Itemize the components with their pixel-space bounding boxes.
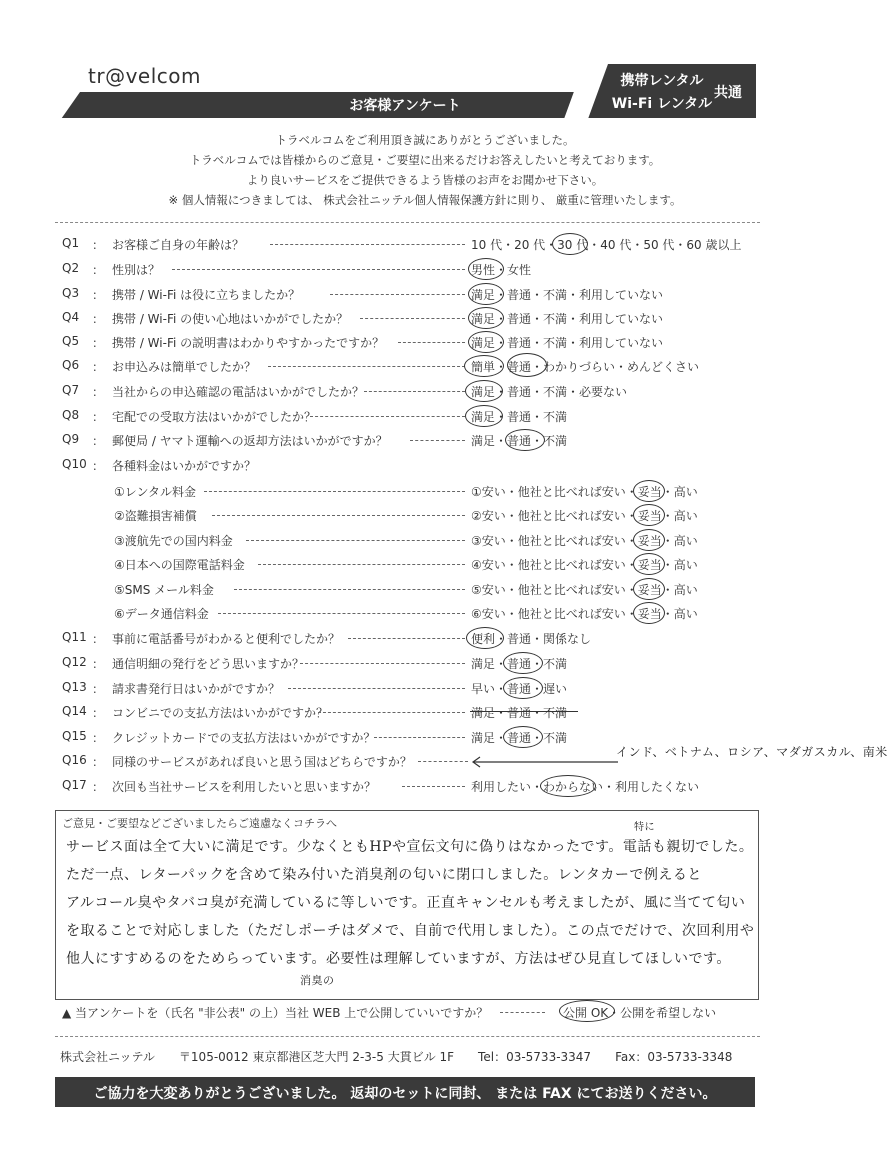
- comment-insert-note: 特に: [634, 822, 655, 833]
- answer-circle: [465, 380, 503, 402]
- comment-line: アルコール臭やタバコ臭が充満しているに等しいです。正直キャンセルも考えましたが、風に当てて匂い: [66, 895, 746, 911]
- question-text: 事前に電話番号がわかると便利でしたか？: [112, 632, 341, 646]
- question-options[interactable]: 満足・普通・不満: [471, 410, 568, 424]
- dotted-leader: [258, 564, 465, 565]
- answer-circle: [503, 677, 543, 699]
- question-number: Q17: [62, 778, 87, 792]
- question-colon: ：: [92, 755, 105, 769]
- dotted-leader: [212, 515, 465, 516]
- q16-arrow: [470, 755, 620, 769]
- question-number: Q1: [62, 236, 80, 250]
- answer-circle: [503, 652, 543, 674]
- q10-subitem-options[interactable]: ④安い・他社と比べれば安い・妥当・高い: [471, 558, 698, 572]
- comment-line: を取ることで対応しました（ただしポーチはダメで、自前で代用しました）。この点でだけで、次回利用や: [66, 923, 755, 939]
- answer-circle: [552, 233, 588, 255]
- answer-circle: [540, 775, 596, 797]
- question-options[interactable]: 満足・普通・不満: [471, 731, 568, 745]
- privacy-note: ※ 個人情報につきましては、 株式会社ニッテル個人情報保護方針に則り、 厳重に管理いたします。: [168, 193, 682, 207]
- dotted-leader: [418, 761, 468, 762]
- answer-circle: [465, 405, 503, 427]
- question-text: 携帯 / Wi-Fi の使い心地はいかがでしたか？: [112, 312, 349, 326]
- question-text: 性別は？: [112, 263, 161, 277]
- answer-circle: [633, 480, 665, 502]
- question-colon: ：: [92, 434, 105, 448]
- q10-subitem: ④日本への国際電話料金: [114, 558, 245, 572]
- question-number: Q9: [62, 432, 80, 446]
- question-text: お申込みは簡単でしたか？: [112, 360, 257, 374]
- question-number: Q2: [62, 261, 80, 275]
- question-colon: ：: [92, 263, 105, 277]
- question-text: クレジットカードでの支払方法はいかがですか？: [112, 731, 376, 745]
- question-number: Q15: [62, 729, 87, 743]
- question-number: Q16: [62, 753, 87, 767]
- dotted-leader: [410, 440, 465, 441]
- survey-title: お客様アンケート: [349, 98, 461, 114]
- answer-circle: [468, 258, 504, 280]
- dotted-leader: [246, 540, 465, 541]
- q10-subitem: ⑥データ通信料金: [114, 607, 209, 621]
- question-options[interactable]: 満足・普通・不満: [471, 706, 568, 720]
- question-number: Q10: [62, 457, 87, 471]
- q10-subitem-options[interactable]: ⑥安い・他社と比べれば安い・妥当・高い: [471, 607, 698, 621]
- dotted-leader: [360, 318, 465, 319]
- question-number: Q8: [62, 408, 80, 422]
- question-options[interactable]: 便利・普通・関係なし: [471, 632, 592, 646]
- question-colon: ：: [92, 288, 105, 302]
- answer-circle: [633, 602, 665, 624]
- question-number: Q14: [62, 704, 87, 718]
- comment-line: ただ一点、レターパックを含めて染み付いた消臭剤の匂いに閉口しました。レンタカーで例えると: [66, 867, 702, 883]
- intro-line: トラベルコムでは皆様からのご意見・ご要望に出来るだけお答えしたいと考えております。: [189, 153, 661, 167]
- question-text: お客様ご自身の年齢は？: [112, 238, 245, 252]
- question-number: Q6: [62, 358, 80, 372]
- dotted-leader: [402, 786, 465, 787]
- question-colon: ：: [92, 336, 105, 350]
- answer-circle: [505, 429, 545, 451]
- question-colon: ：: [92, 632, 105, 646]
- q10-subitem-options[interactable]: ③安い・他社と比べれば安い・妥当・高い: [471, 534, 698, 548]
- travelcom-logo: tr@velcom: [88, 64, 201, 88]
- question-text: コンビニでの支払方法はいかがですか？: [112, 706, 329, 720]
- q10-subitem-options[interactable]: ②安い・他社と比べれば安い・妥当・高い: [471, 509, 698, 523]
- answer-circle: [468, 283, 504, 305]
- dotted-leader: [398, 342, 465, 343]
- question-colon: ：: [92, 731, 105, 745]
- comment-insert-note: 消臭の: [300, 974, 335, 987]
- question-text: 通信明細の発行をどう思いますか？: [112, 657, 305, 671]
- question-colon: ：: [92, 360, 105, 374]
- question-text: 同様のサービスがあれば良いと思う国はどちらですか？: [112, 755, 412, 769]
- dotted-leader: [348, 638, 465, 639]
- dotted-leader: [300, 663, 465, 664]
- question-text: 当社からの申込確認の電話はいかがでしたか？: [112, 385, 365, 399]
- publish-question: ▲ 当アンケートを（氏名 "非公表" の上）当社 WEB 上で公開していいですか？: [62, 1006, 489, 1020]
- q10-subitem-options[interactable]: ①安い・他社と比べれば安い・妥当・高い: [471, 485, 698, 499]
- comment-line: 他人にすすめるのをためらっています。必要性は理解していますが、方法はぜひ見直してほしいです。: [66, 951, 731, 967]
- question-colon: ：: [92, 410, 105, 424]
- answer-circle: [466, 627, 504, 649]
- question-options[interactable]: 満足・普通・不満・必要ない: [471, 385, 628, 399]
- question-options[interactable]: 10 代・20 代・30 代・40 代・50 代・60 歳以上: [471, 238, 742, 252]
- dotted-leader: [268, 366, 465, 367]
- question-text: 宅配での受取方法はいかがでしたか？: [112, 410, 317, 424]
- publish-options[interactable]: 公開 OK・公開を希望しない: [563, 1006, 717, 1020]
- intro-line: より良いサービスをご提供できるよう皆様のお声をお聞かせ下さい。: [246, 173, 604, 187]
- dotted-leader: [310, 416, 465, 417]
- answer-circle: [633, 578, 665, 600]
- comment-label: ご意見・ご要望などございましたらご遠慮なくコチラへ: [62, 817, 337, 830]
- question-number: Q4: [62, 310, 80, 324]
- q10-subitem: ③渡航先での国内料金: [114, 534, 233, 548]
- question-number: Q12: [62, 655, 87, 669]
- answer-circle: [464, 355, 504, 377]
- dotted-leader: [270, 244, 465, 245]
- service-label-common: 共通: [714, 85, 742, 101]
- strike-through: [470, 711, 578, 712]
- question-text: 次回も当社サービスを利用したいと思いますか？: [112, 780, 377, 794]
- company-info: 株式会社ニッテル 〒105-0012 東京都港区芝大門 2-3-5 大貫ビル 1F Tel：03-5733-3347 Fax：03-5733-3348: [60, 1050, 733, 1064]
- question-colon: ：: [92, 459, 105, 473]
- question-options[interactable]: 利用したい・わからない・利用したくない: [471, 780, 700, 794]
- answer-circle: [468, 307, 504, 329]
- dotted-leader: [330, 294, 465, 295]
- q16-handwritten-answer: インド、ベトナム、ロシア、マダガスカル、南米: [616, 745, 888, 759]
- question-options[interactable]: 満足・普通・不満・利用していない: [471, 312, 664, 326]
- divider: [55, 1036, 760, 1037]
- dotted-leader: [288, 688, 465, 689]
- question-text: 郵便局 / ヤマト運輸への返却方法はいかがですか？: [112, 434, 388, 448]
- question-options[interactable]: 満足・普通・不満: [471, 434, 568, 448]
- question-colon: ：: [92, 682, 105, 696]
- dotted-leader: [364, 391, 465, 392]
- question-colon: ：: [92, 706, 105, 720]
- question-colon: ：: [92, 385, 105, 399]
- dotted-leader: [218, 613, 465, 614]
- question-text: 携帯 / Wi-Fi の説明書はわかりやすかったですか？: [112, 336, 385, 350]
- question-text: 請求書発行日はいかがですか？: [112, 682, 281, 696]
- question-text: 携帯 / Wi-Fi は役に立ちましたか？: [112, 288, 301, 302]
- dotted-leader: [318, 712, 465, 713]
- question-options[interactable]: 満足・普通・不満: [471, 657, 568, 671]
- question-text: 各種料金はいかがですか？: [112, 459, 257, 473]
- question-options[interactable]: 満足・普通・不満・利用していない: [471, 336, 664, 350]
- answer-circle: [507, 353, 547, 377]
- q10-subitem: ②盗難損害補償: [114, 509, 197, 523]
- thank-you-message: ご協力を大変ありがとうございました。 返却のセットに同封、 または FAX にてお送りください。: [93, 1086, 717, 1102]
- answer-circle: [633, 529, 665, 551]
- question-options[interactable]: 男性・女性: [471, 263, 532, 277]
- answer-circle: [633, 553, 665, 575]
- answer-circle: [503, 726, 543, 748]
- service-label-wifi: Wi-Fi レンタル: [611, 96, 713, 112]
- q10-subitem: ①レンタル料金: [114, 485, 196, 499]
- intro-line: トラベルコムをご利用頂き誠にありがとうございました。: [275, 133, 575, 147]
- question-colon: ：: [92, 238, 105, 252]
- question-colon: ：: [92, 312, 105, 326]
- question-options[interactable]: 早い・普通・遅い: [471, 682, 568, 696]
- answer-circle: [559, 1000, 615, 1022]
- question-number: Q3: [62, 286, 80, 300]
- question-options[interactable]: 簡単・普通・わかりづらい・めんどくさい: [471, 360, 700, 374]
- question-colon: ：: [92, 657, 105, 671]
- answer-circle: [468, 331, 504, 353]
- question-number: Q13: [62, 680, 87, 694]
- comment-line: サービス面は全て大いに満足です。少なくともHPや宣伝文句に偽りはなかったです。電話も親切でした。: [66, 839, 754, 855]
- dotted-leader: [204, 491, 465, 492]
- question-colon: ：: [92, 780, 105, 794]
- answer-circle: [633, 504, 665, 526]
- dotted-leader: [234, 589, 465, 590]
- q10-subitem-options[interactable]: ⑤安い・他社と比べれば安い・妥当・高い: [471, 583, 698, 597]
- dotted-leader: [374, 737, 465, 738]
- divider: [55, 222, 760, 223]
- q10-subitem: ⑤SMS メール料金: [114, 583, 214, 597]
- question-number: Q7: [62, 383, 80, 397]
- question-number: Q5: [62, 334, 80, 348]
- question-number: Q11: [62, 630, 87, 644]
- service-label-mobile: 携帯レンタル: [620, 73, 704, 89]
- dotted-leader: [172, 269, 465, 270]
- question-options[interactable]: 満足・普通・不満・利用していない: [471, 288, 664, 302]
- dotted-leader: [500, 1012, 545, 1013]
